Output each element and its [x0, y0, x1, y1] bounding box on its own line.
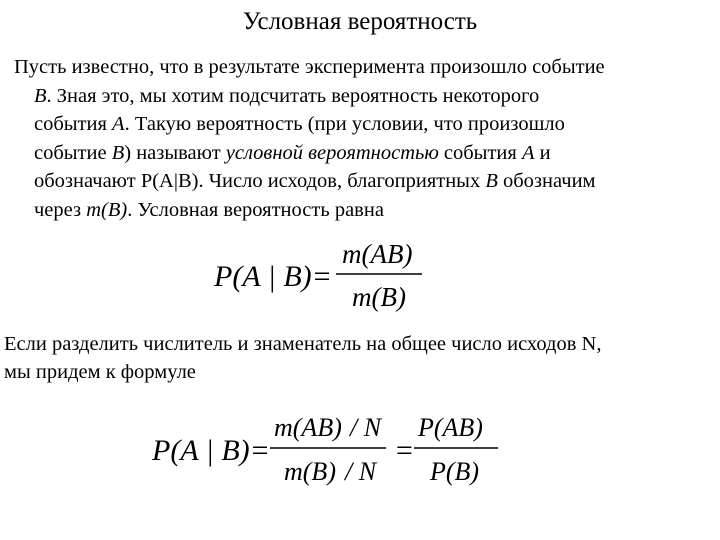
para1-line-4-text-c: события — [438, 141, 522, 164]
event-b: В — [485, 170, 498, 192]
m-of-b: m(B) — [86, 198, 128, 221]
page-title: Условная вероятность — [242, 8, 478, 35]
para1-line-5-text-a: обозначают Р(А|В). Число исходов, благоприятных — [34, 170, 486, 192]
para1-line-6-text-b: . Условная вероятность равна — [127, 198, 384, 221]
para1-line-3 — [14, 110, 714, 139]
para1-line-4-text-b: ) называют — [124, 141, 226, 164]
formula2-equals: = — [394, 434, 415, 467]
para1-line-3-text-b: . Такую вероятность (при условии, что произошло — [124, 113, 565, 135]
formula2-lhs: P(A | B)= — [152, 434, 270, 467]
formula2-denominator-2: P(B) — [430, 457, 480, 486]
para1-line-5-text-b: обозначим — [497, 170, 596, 192]
formula2-numerator-divisor: / N — [350, 413, 382, 442]
para1-line-6-text-a: через — [34, 198, 87, 221]
event-b: В — [111, 141, 125, 164]
formula1-lhs: P(A | B)= — [214, 260, 332, 293]
para1-line-1: Пусть известно, что в результате эксперимента произошло событие — [14, 56, 605, 78]
para2-line-1: Если разделить числитель и знаменатель на общее число исходов N, — [4, 333, 602, 355]
formula2-numerator-1: m(AB) — [274, 413, 342, 442]
formula1-numerator: m(AB) — [342, 239, 413, 269]
term-conditional-probability: условной вероятностью — [225, 141, 439, 164]
conditional-probability-formula — [212, 236, 432, 316]
para2-line-2: мы придем к формуле — [4, 361, 196, 383]
event-a: А — [112, 113, 125, 135]
event-a: А — [521, 141, 535, 164]
second-paragraph — [4, 330, 716, 386]
intro-paragraph — [14, 53, 714, 224]
formula1-denominator: m(B) — [352, 282, 406, 312]
para1-line-5 — [14, 167, 714, 196]
para1-line-3-text-a: события — [34, 113, 113, 135]
formula2-numerator-2: P(AB) — [418, 413, 483, 442]
extended-formula — [150, 408, 510, 494]
para1-line-4-text-a: событие — [34, 141, 112, 164]
formula2-denominator-1: m(B) — [284, 457, 336, 486]
event-b: В — [34, 84, 47, 107]
para1-line-4-text-d: и — [534, 141, 551, 164]
formula2-denominator-divisor: / N — [345, 457, 377, 486]
para1-line-2 — [14, 82, 714, 111]
para1-line-6 — [14, 196, 714, 225]
para1-line-4 — [14, 139, 714, 168]
para1-line-2-text: . Зная это, мы хотим подсчитать вероятность некоторого — [46, 84, 540, 107]
